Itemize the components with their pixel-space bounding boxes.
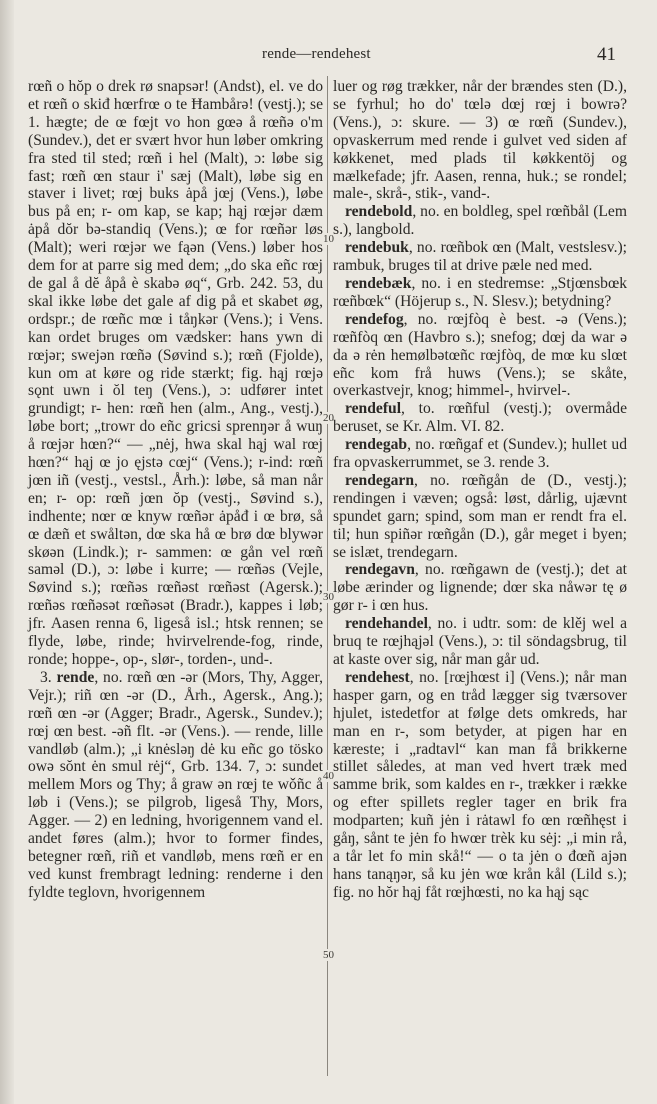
entry-rendegarn: rendegarn, no. rœñgån de (D., vestj.); rendingen i væven; også: løst, dårlig, ujævnt spundet garn; spind, som man er rendt fra el. til; hun spiñər rœñgån (D.), går meget i byen; se islæt, trendegarn.	[333, 471, 627, 561]
line-number: 30	[323, 591, 334, 603]
column-divider	[327, 76, 328, 1076]
line-number: 50	[323, 949, 334, 961]
headword: rendehest	[345, 668, 410, 686]
entry-continuation: rœñ o hŏp o drek rø snapsər! (Andst), el. ve do et rœñ o skiđ hœrfrœ o te Ħambårə! (vestj.); se 1. hægte; de œ fœjt vo hon gœə å rœñə o'm (Sundev.), det er svært hvor hun løber omkring fra sted til sted; rœñ i hel (Malt), ɔ: løbe sig fast; rœñ œn staur i' sæj (Malt), løbe sig en staver i livet; rœj buks ȧpå jœj (Vens.), løbe bus på en; r- om kap, se kap; hąj rœjər dæm ȧpå dŏr bə-standiq (Vens.); œ for rœñər løs (Malt); weri rœjər we fąən (Vens.) løber hos dem for at parre sig med dem; „do ska eñc rœj de gal å dĕ åpå è skabə øq“, Grb. 242. 53, du skal ikke løbe det gale af dig på et skabet øg, ordspr.; de rœñc mœ i tåŋkər (Vens.); i Vens. kan ordet bruges om vædsker: hans ywn di rœjər; swejən rœñə (Søvind s.); rœñ (Fjolde), kun om at køre og ride stærkt; fig. hąj rœjə sǫnt uwn i ŏl teŋ (Vens.), ɔ: udfører intet grundigt; r- hen: rœñ hen (alm., Ang., vestj.), løbe bort; „trowr do eñc gricsi sprenŋər å wuŋ å rœjər hœn?“ — „nėj, hwa skal hąj wal rœj hœn?“ hąj œ jo ęjstə cœj“ (Vens.); r-ind: rœñ jœn iñ (vestj., vestsl., Årh.): løbe, så man når en; r- op: rœñ jœn ŏp (vestj., Søvind s.), indhente; nœr œ knyw rœñər ȧpåđ i œ brø, så œ dæñ et swåltən, dœ ska hå œ brø dœ blywər skøən (Lindk.); r- sammen: œ gån vel rœñ saməl (D.), ɔ: løbe i kurre; — rœñəs (Vejle, Søvind s.); rœñəs rœñəst rœñəst (Agersk.); rœñəs rœñəsət rœñəsət (Bradr.), kappes i løb; jfr. Aasen renna 6, ligeså isl.; htsk rennen; se flyde, løbe, rinde; hvirvelrende-fog, rinde, ronde; hoppe-, op-, slør-, torden-, und-.	[28, 78, 323, 668]
entry-rendehest: rendehest, no. [rœjhœst i] (Vens.); når man hasper garn, og en tråd lægger sig tværsover hjulet, istedetfor at følge dets omkreds, har man en r-, som betyder, at pigen har en kæreste; i „radtavl“ kan man få brikkerne stillet således, at man ved hvert træk med samme brik, som kaldes en r-, trækker i række og efter spillets regler tager en brik fra modparten; kuñ jėn i rȧtawl fo œn rœñhęst i gåŋ, sånt te jėn fo hwœr trèk ku sėj: „i min rå, a tår let fo min skå!“ — o ta jėn o đœñ ajən hans tanąŋər, så ku jėn wœ krån kål (Lild s.); fig. no hŏr hąj fåt rœjhœsti, no ka hąj sąc	[333, 668, 627, 901]
page-header	[0, 44, 657, 68]
running-head: rende—rendehest	[262, 46, 371, 62]
entry-rendegab: rendegab, no. rœñgaf et (Sundev.); hullet ud fra opvaskerrummet, se 3. rende 3.	[333, 436, 627, 472]
headword: rendefog	[345, 310, 404, 328]
line-number: 10	[323, 233, 334, 245]
line-number: 40	[323, 770, 334, 782]
headword: rendebæk	[345, 274, 412, 292]
headword: rendehandel	[345, 615, 428, 633]
entry-rendegavn: rendegavn, no. rœñgawn de (vestj.); det at løbe ærinder og lignende; dœr ska nåwər tę ø gør r- i œn hus.	[333, 561, 627, 615]
page-gutter-shadow	[0, 0, 14, 1104]
headword: rende	[56, 668, 95, 686]
entry-rendebold: rendebold, no. en boldleg, spel rœñbål (Lem s.), langbold.	[333, 203, 627, 239]
headword: rendebuk	[345, 239, 409, 257]
entry-rendeful: rendeful, to. rœñful (vestj.); overmåde beruset, se Kr. Alm. VI. 82.	[333, 400, 627, 436]
entry-continuation: luer og røg trækker, når der brændes sten (D.), se fyrhul; ho do' tœlə dœj rœj i bowrə? (Vens.), ɔ: skure. — 3) œ rœñ (Sundev.), opvaskerrum med rende i gulvet ved siden af køkkenet, med plads til køkkentöj og mælkefade; jfr. Aasen, renna, huk.; se rondel; male-, skrå-, stik-, vand-.	[333, 78, 627, 203]
right-column	[333, 78, 627, 902]
entry-rendebaek: rendebæk, no. i en stedremse: „Stjœnsbœk rœñbœk“ (Höjerup s., N. Slesv.); betydning?	[333, 274, 627, 310]
left-column	[28, 78, 323, 902]
line-number: 20	[323, 412, 334, 424]
entry-rende-3: 3. rende, no. rœñ œn -ər (Mors, Thy, Agger, Vejr.); riñ œn -ər (D., Årh., Agersk., Ang.); rœñ œn -ər (Agger; Bradr., Agersk., Sundev.); rœj œn best. -əñ flt. -ər (Vens.). — rende, lille vandløb (alm.); „i knėsləŋ dė ku eñc go tösko owə sŏnt ėn smul rėj“, Grb. 134. 7, ɔ: sundet mellem Mors og Thy; å graw ən rœj te wǒñc å løb i (Vens.); se pilgrob, ligeså Thy, Mors, Agger. — 2) en ledning, hvorigennem vand el. andet føres (alm.); hvor to former findes, betegner rœñ, riñ et vandløb, mens rœñ er en ved kunst frembragt ledning: renderne i den fyldte teglovn, hvorigennem	[28, 668, 324, 901]
entry-rendebuk: rendebuk, no. rœñbok œn (Malt, vestslesv.); rambuk, bruges til at drive pæle ned med.	[333, 239, 627, 275]
headword: rendeful	[345, 400, 402, 418]
headword: rendegarn	[345, 471, 415, 489]
headword: rendegavn	[345, 561, 415, 579]
headword: rendebold	[345, 203, 413, 221]
page-number: 41	[597, 44, 616, 65]
headword: rendegab	[345, 436, 408, 454]
entry-rendehandel: rendehandel, no. i udtr. som: de klěj wel a bruq te rœjhąjəl (Vens.), ɔ: til söndagsbrug, til at kaste over sig, når man går ud.	[333, 615, 627, 668]
entry-rendefog: rendefog, no. rœjfòq è best. -ə (Vens.); rœñfòq œn (Havbro s.); snefog; dœj da war ə da ə rėn hemølbətœñc rœjfòq, de mœ ku slœt eñc kom frå huws (Vens.); se skåte, overkastvejr, knog; himmel-, hvirvel-.	[333, 310, 627, 400]
